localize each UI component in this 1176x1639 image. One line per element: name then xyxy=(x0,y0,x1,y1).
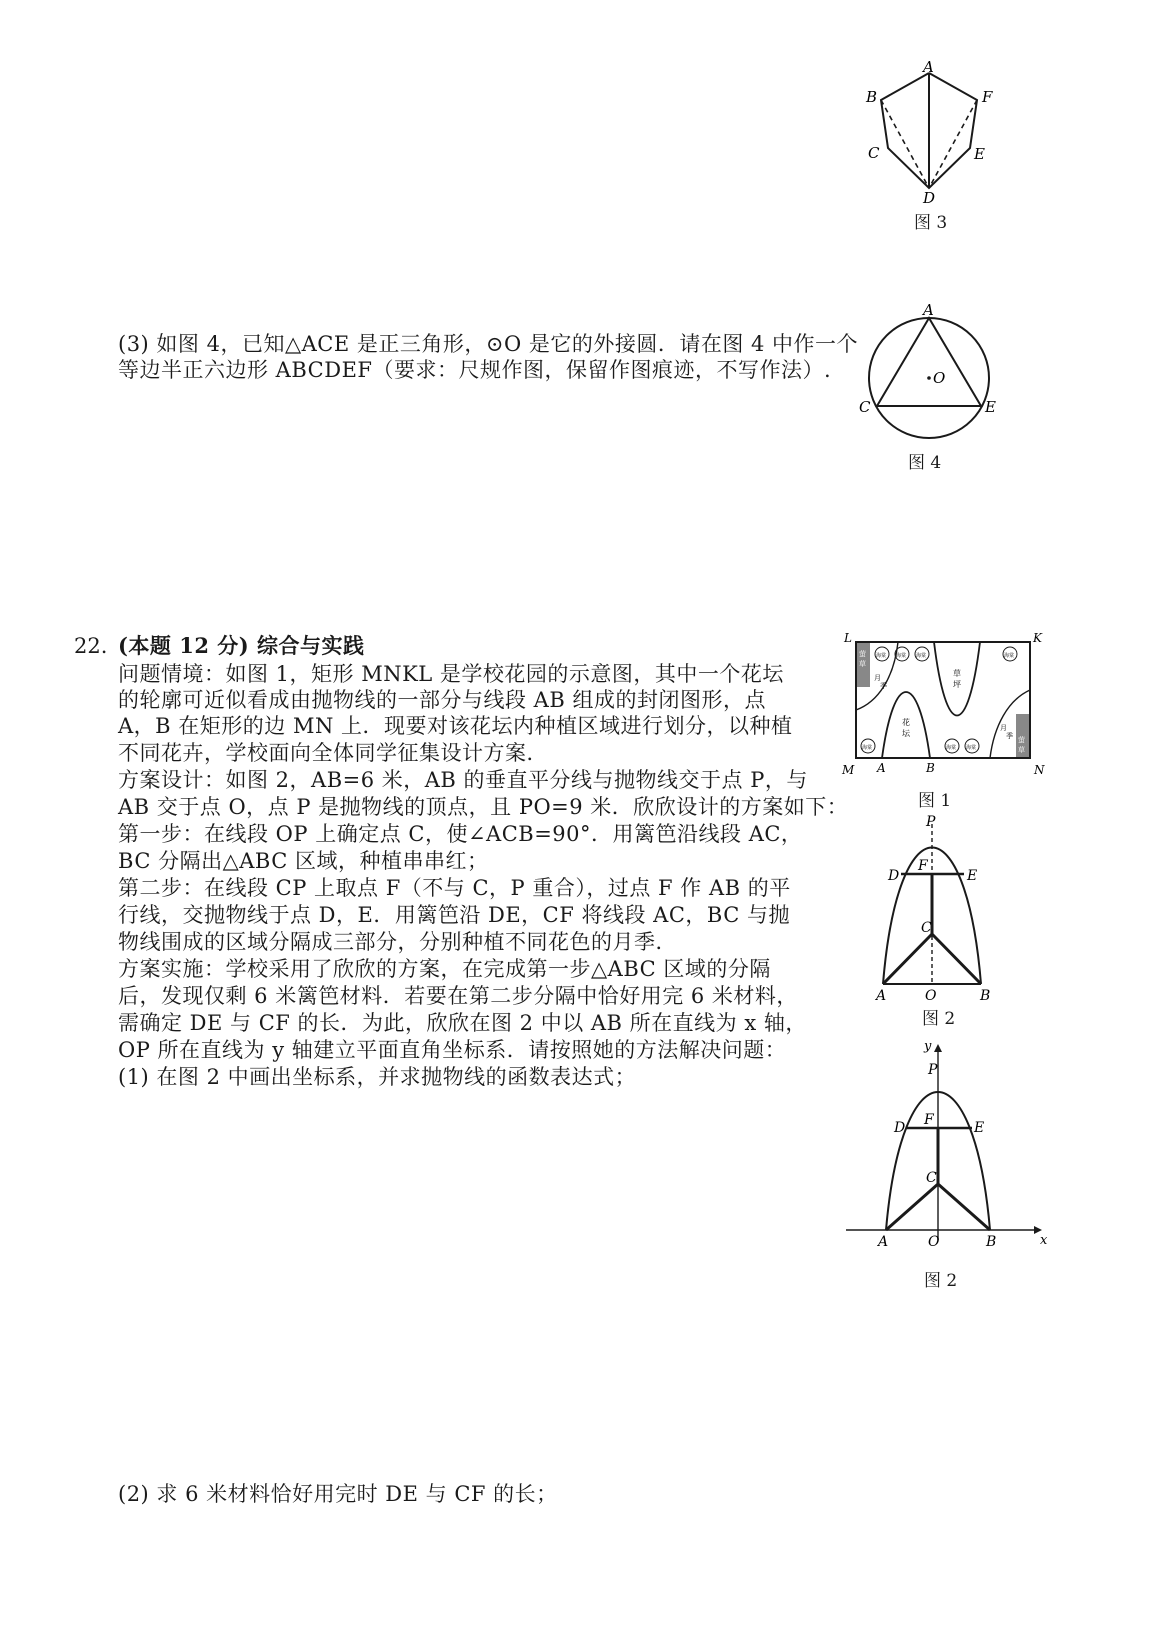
q22-line: 后，发现仅剩 6 米篱笆材料．若要在第二步分隔中恰好用完 6 米材料， xyxy=(118,984,798,1008)
q22-line: 行线，交抛物线于点 D，E．用篱笆沿 DE，CF 将线段 AC，BC 与抛 xyxy=(118,903,790,927)
caoping-label: 草 xyxy=(953,669,961,678)
rectangle-mnkl xyxy=(856,642,1030,758)
yingcao-label: 草 xyxy=(1018,746,1025,754)
haitang-label: 海棠 xyxy=(1004,653,1015,659)
figure-2a-caption: 图 2 xyxy=(922,1009,956,1029)
q22-line: 第一步：在线段 OP 上确定点 C，使∠ACB=90°．用篱笆沿线段 AC， xyxy=(118,822,803,846)
haitang-label: 海棠 xyxy=(916,653,927,659)
label-o: O xyxy=(928,1234,940,1250)
figure-2b-caption: 图 2 xyxy=(924,1271,958,1291)
label-f: F xyxy=(982,88,993,106)
label-e: E xyxy=(974,145,985,163)
q22-line: 问题情境：如图 1，矩形 MNKL 是学校花园的示意图，其中一个花坛 xyxy=(118,662,784,686)
haitang-label: 海棠 xyxy=(896,653,907,659)
q22-line: (1) 在图 2 中画出坐标系，并求抛物线的函数表达式； xyxy=(118,1065,637,1089)
haitang-label: 海棠 xyxy=(862,745,873,751)
figure-3-hexagon xyxy=(860,58,1020,208)
q22-line: 方案设计：如图 2，AB=6 米，AB 的垂直平分线与抛物线交于点 P，与 xyxy=(118,768,808,792)
figure-1-caption: 图 1 xyxy=(918,791,952,811)
label-b: B xyxy=(986,1234,997,1250)
label-d: D xyxy=(923,189,936,207)
q22-line: 物线围成的区域分隔成三部分，分别种植不同花色的月季． xyxy=(118,930,677,954)
haitang-label: 海棠 xyxy=(876,653,887,659)
yueji-label: 季 xyxy=(1006,732,1013,740)
yueji-label: 季 xyxy=(880,682,887,690)
huatan-label: 坛 xyxy=(902,729,910,738)
label-l: L xyxy=(844,631,852,645)
yingcao-label: 萤 xyxy=(1018,736,1025,744)
yueji-label: 月 xyxy=(874,674,881,682)
yingcao-label: 草 xyxy=(859,660,866,668)
label-b: B xyxy=(980,988,991,1004)
part3-line-1: (3) 如图 4，已知△ACE 是正三角形，⊙O 是它的外接圆．请在图 4 中作一个 xyxy=(118,332,859,356)
figure-2-parabola xyxy=(868,812,1008,1008)
q22-line: 第二步：在线段 CP 上取点 F（不与 C，P 重合），过点 F 作 AB 的平 xyxy=(118,876,791,900)
center-point-o xyxy=(927,376,931,380)
q22-line: 不同花卉，学校面向全体同学征集设计方案． xyxy=(118,741,548,765)
label-a: A xyxy=(876,988,887,1004)
label-k: K xyxy=(1033,631,1042,645)
label-b: B xyxy=(866,88,878,106)
caoping-label: 坪 xyxy=(953,680,961,689)
figure-2-coordinate xyxy=(838,1038,1058,1250)
part3-line-2: 等边半正六边形 ABCDEF（要求：尺规作图，保留作图痕迹，不写作法）. xyxy=(118,358,832,382)
label-n: N xyxy=(1034,763,1045,777)
label-c: C xyxy=(921,920,932,936)
y-axis-arrow xyxy=(934,1044,942,1052)
q22-line: 需确定 DE 与 CF 的长．为此，欣欣在图 2 中以 AB 所在直线为 x 轴， xyxy=(118,1011,807,1035)
label-x: x xyxy=(1040,1233,1048,1248)
label-f: F xyxy=(918,858,928,874)
q22-line: 的轮廓可近似看成由抛物线的一部分与线段 AB 组成的封闭图形，点 xyxy=(118,688,766,712)
question-22-number: 22. xyxy=(74,634,108,658)
huatan-label: 花 xyxy=(902,718,910,727)
label-a: A xyxy=(923,58,934,76)
figure-4-circle xyxy=(855,300,1005,445)
q22-part2: (2) 求 6 米材料恰好用完时 DE 与 CF 的长； xyxy=(118,1482,558,1506)
label-d: D xyxy=(888,868,900,884)
figure-1-garden xyxy=(838,630,1048,785)
label-e: E xyxy=(985,398,996,416)
label-o: O xyxy=(925,988,937,1004)
q22-line: OP 所在直线为 y 轴建立平面直角坐标系．请按照她的方法解决问题： xyxy=(118,1038,787,1062)
q22-line: A，B 在矩形的边 MN 上．现要对该花坛内种植区域进行划分，以种植 xyxy=(118,714,793,738)
label-e: E xyxy=(967,868,978,884)
segment-bc xyxy=(938,1184,990,1230)
label-c: C xyxy=(926,1170,937,1186)
haitang-label: 海棠 xyxy=(946,745,957,751)
haitang-label: 海棠 xyxy=(966,745,977,751)
label-a: A xyxy=(923,301,934,319)
label-b: B xyxy=(926,761,935,775)
yingcao-label: 萤 xyxy=(859,650,866,658)
label-f: F xyxy=(924,1112,934,1128)
yueji-label: 月 xyxy=(1000,724,1007,732)
label-p: P xyxy=(928,1062,938,1078)
label-d: D xyxy=(894,1120,906,1136)
label-e: E xyxy=(974,1120,985,1136)
label-c: C xyxy=(859,398,871,416)
label-y: y xyxy=(924,1039,932,1054)
q22-line: 方案实施：学校采用了欣欣的方案，在完成第一步△ABC 区域的分隔 xyxy=(118,957,771,981)
label-a: A xyxy=(877,761,886,775)
q22-line: BC 分隔出△ABC 区域，种植串串红； xyxy=(118,849,489,873)
segment-bc xyxy=(932,934,981,984)
figure-4-caption: 图 4 xyxy=(908,453,942,473)
label-p: P xyxy=(926,814,936,830)
segment-ac xyxy=(883,934,932,984)
segment-ac xyxy=(886,1184,938,1230)
figure-3-caption: 图 3 xyxy=(914,213,948,233)
label-o: O xyxy=(933,369,946,387)
label-c: C xyxy=(868,144,880,162)
label-m: M xyxy=(842,763,855,777)
label-a: A xyxy=(878,1234,889,1250)
parabola-lawn xyxy=(934,642,980,716)
question-22-header: (本题 12 分) 综合与实践 xyxy=(118,633,365,658)
q22-line: AB 交于点 O，点 P 是抛物线的顶点，且 PO=9 米．欣欣设计的方案如下： xyxy=(118,795,849,819)
